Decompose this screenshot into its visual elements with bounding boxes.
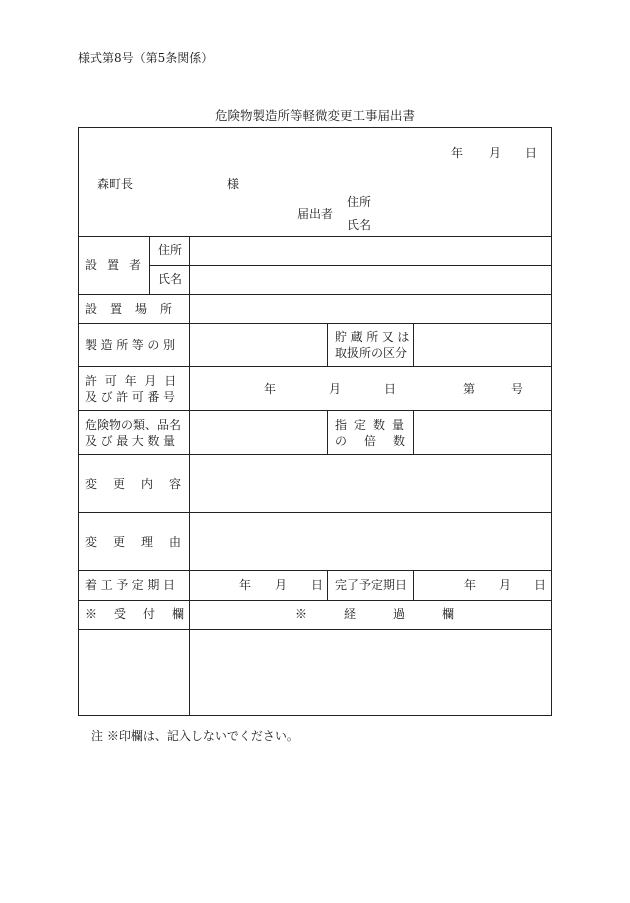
- qty-label-line1: 指定数量: [335, 418, 412, 432]
- comp-day: 日: [534, 578, 547, 592]
- reception-label: ※受付欄: [85, 607, 202, 621]
- change-reason-field[interactable]: [190, 513, 550, 569]
- hazmat-field[interactable]: [190, 411, 326, 453]
- date-day: 日: [525, 146, 538, 160]
- footer-note: 注 ※印欄は、記入しないでください。: [91, 729, 299, 743]
- permit-no-prefix: 第: [463, 382, 476, 396]
- addressee: 森町長: [97, 177, 134, 191]
- location-field[interactable]: [190, 295, 550, 322]
- location-label: 設置場所: [85, 302, 186, 316]
- storage-label-line2: 取扱所の区分: [335, 346, 408, 360]
- installer-address-field[interactable]: [190, 237, 550, 264]
- installer-label: 設置者: [85, 258, 152, 272]
- start-year: 年: [239, 578, 252, 592]
- comp-month: 月: [499, 578, 512, 592]
- permit-label-line1: 許可年月日: [85, 374, 185, 388]
- installer-address-label: 住所: [158, 243, 183, 257]
- permit-label-line2: 及び許可番号: [85, 390, 179, 404]
- reception-area: [80, 630, 188, 714]
- start-day: 日: [311, 578, 324, 592]
- date-month: 月: [489, 146, 502, 160]
- change-reason-label: 変更理由: [85, 535, 198, 549]
- permit-month: 月: [329, 382, 342, 396]
- facility-type-label: 製造所等の別: [85, 338, 179, 352]
- qty-multiple-field[interactable]: [414, 411, 550, 453]
- notifier-label: 届出者: [297, 207, 334, 221]
- storage-class-field[interactable]: [414, 324, 550, 365]
- hazmat-label-line2: 及び最大数量: [85, 434, 179, 448]
- facility-type-field[interactable]: [190, 324, 326, 365]
- change-content-field[interactable]: [190, 455, 550, 511]
- qty-label-line2: の倍数: [335, 434, 423, 448]
- start-date-label: 着工予定期日: [85, 578, 179, 592]
- hazmat-label-line1: 危険物の類、品名: [85, 418, 182, 432]
- storage-label-line1: 貯蔵所又は: [335, 330, 414, 344]
- notifier-name-label: 氏名: [347, 218, 372, 232]
- form-number: 様式第8号（第5条関係）: [78, 51, 214, 65]
- completion-label: 完了予定期日: [335, 578, 408, 592]
- honorific: 様: [227, 177, 240, 191]
- permit-no-suffix: 号: [511, 382, 524, 396]
- installer-name-field[interactable]: [190, 266, 550, 293]
- permit-year: 年: [264, 382, 277, 396]
- date-year: 年: [451, 146, 464, 160]
- notifier-address-label: 住所: [347, 195, 372, 209]
- progress-area: [190, 630, 550, 714]
- comp-year: 年: [464, 578, 477, 592]
- form-table: [78, 127, 552, 716]
- installer-name-label: 氏名: [158, 272, 183, 286]
- progress-label: ※経過欄: [295, 607, 492, 621]
- permit-day: 日: [384, 382, 397, 396]
- start-month: 月: [275, 578, 288, 592]
- change-content-label: 変更内容: [85, 477, 198, 491]
- document-title: 危険物製造所等軽微変更工事届出書: [214, 108, 415, 123]
